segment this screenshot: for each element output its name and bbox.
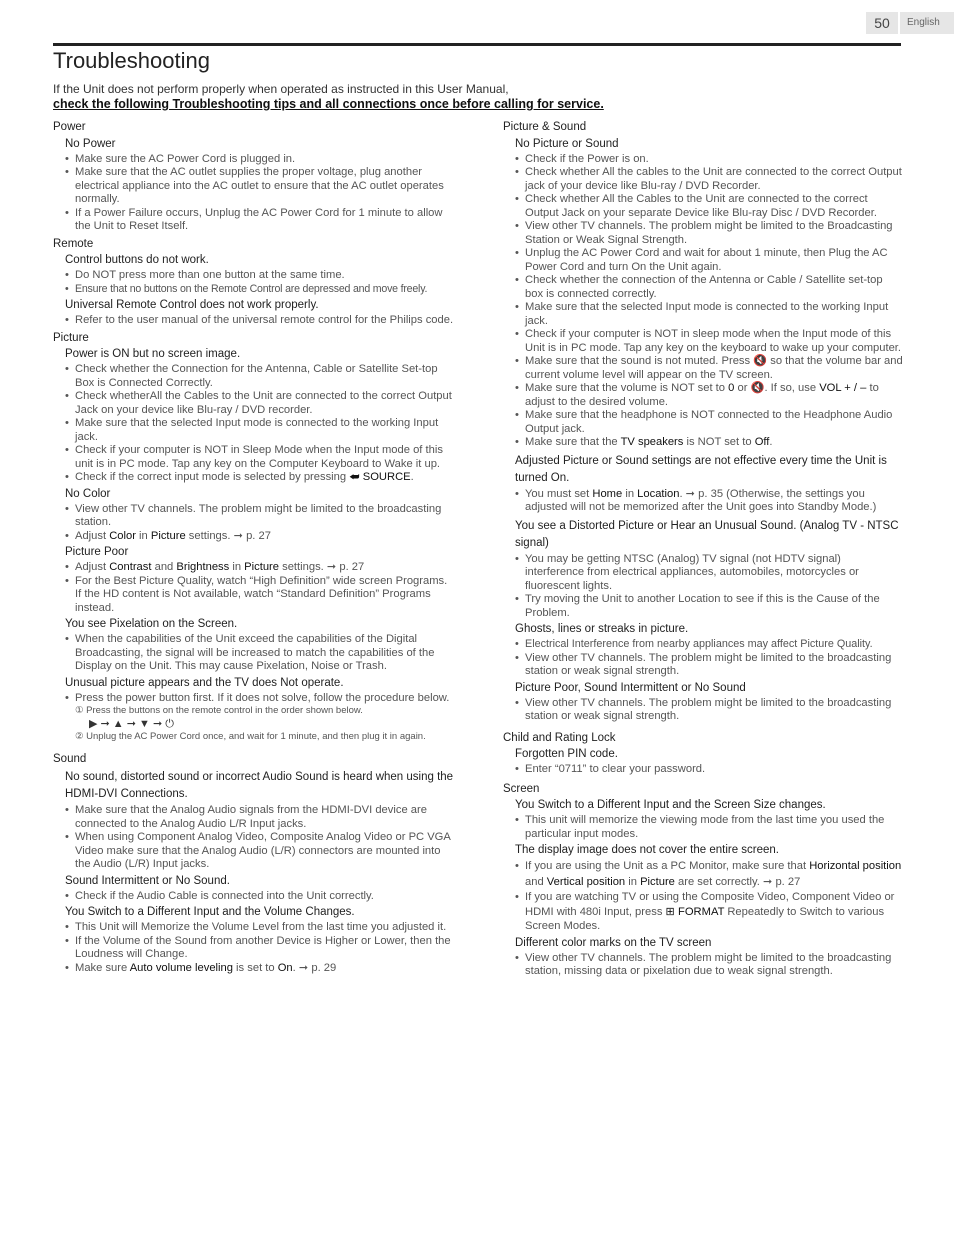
page-ref: . ➞ p. 29 [292,961,337,974]
tip: • Unplug the AC Power Cord and wait for about 1 minute, then Plug the AC Power Cord and turn On the Unit again. [525,247,903,274]
tip: • Make sure that the headphone is NOT connected to the Headphone Audio Output jack. [525,409,903,436]
tip: • View other TV channels. The problem might be limited to the Broadcasting Station or Weak Signal Strength. [525,220,903,247]
menu-term: Contrast [109,561,152,573]
tip: • This Unit will Memorize the Volume Level from the last time you adjusted it. [75,921,455,935]
volume-key: VOL + / – [819,382,867,394]
tip: • Make sure that the AC outlet supplies the proper voltage, plug another electrical appliance into the AC outlet to ensure that the AC outlet operates normally. [75,166,455,207]
problem-heading: Sound Intermittent or No Sound. [65,874,230,887]
tip-text: Make sure that the [525,436,621,448]
menu-term: Brightness [176,561,230,573]
menu-term: 0 [728,382,735,394]
tip-list [503,814,903,841]
left-column [53,121,455,975]
tip-list [503,488,903,515]
problem-heading: No sound, distorted sound or incorrect Audio Sound is heard when using the HDMI-DVI Connections. [65,771,454,800]
tip: • View other TV channels. The problem might be limited to the broadcasting station. [75,503,455,530]
problem-heading: Adjusted Picture or Sound settings are not effective every time the Unit is turned On. [515,454,887,484]
page-number: 50 [866,12,898,34]
tip: • Do NOT press more than one button at the same time. [75,269,455,283]
tip: • Check whether the connection of the Antenna or Cable / Satellite set-top box is connected correctly. [525,274,903,301]
tip-list [503,553,903,621]
menu-term: Home [592,487,623,500]
tip-text: in [229,561,245,573]
tip-list [503,763,903,777]
tip-list [503,697,903,724]
tip: • For the Best Picture Quality, watch “High Definition” wide screen Programs. If the HD content is Not available, watch “Standard Definition” Programs instead. [75,575,455,616]
tip: • Make sure the AC Power Cord is plugged in. [75,153,455,167]
page-ref: are set correctly. ➞ p. 27 [674,875,801,888]
tip-text: . [769,436,773,448]
tip-text: . [410,471,414,483]
tip-list [53,314,455,328]
tip [525,890,903,934]
menu-term: Color [109,529,136,542]
menu-term: On [277,961,293,974]
tip: • Check whether All the cables to the Unit are connected to the correct Output jack of your device like Blu-ray / DVD Recorder. [525,166,903,193]
language-label: English [900,12,954,34]
menu-term: Off [754,436,770,448]
problem-heading: No Picture or Sound [515,137,619,150]
page-ref: settings. ➞ p. 27 [185,529,271,542]
tip-text: and [151,561,177,573]
page-ref: . ➞ p. 35 (Otherwise, the settings you adjusted will not be memorized after the Unit goes into Standby Mode.) [525,487,877,513]
source-key: ⮨ SOURCE [349,471,411,483]
tip-list [503,638,903,679]
problem-heading: Picture Poor [65,546,129,558]
page-ref: settings. ➞ p. 27 [279,561,365,573]
tip-text: in [622,487,638,500]
tip-text: in [135,529,151,542]
tip-list [503,859,903,934]
button-sequence: ▶ ➞ ▲ ➞ ▼ ➞ ⏻ [89,717,174,730]
problem-heading: Picture Poor, Sound Intermittent or No Sound [515,681,746,694]
problem-heading: Unusual picture appears and the TV does Not operate. [65,676,344,689]
menu-term: Horizontal position [809,860,902,872]
tip-text: Make sure [75,961,130,974]
tip-text: You must set [525,487,593,500]
menu-term: Vertical position [546,875,626,888]
tip [75,471,455,485]
page-title: Troubleshooting [53,48,210,73]
section-heading: Child and Rating Lock [503,731,616,744]
tip: • Try moving the Unit to another Location to see if this is the Cause of the Problem. [525,593,903,620]
problem-heading: You Switch to a Different Input and the Screen Size changes. [515,799,826,811]
tip-text: If you are watching TV or using the Composite Video, Component Video or HDMI with 480i Input, press [525,891,895,918]
tip: • Make sure that the Analog Audio signals from the HDMI-DVI device are connected to the Analog Audio L/R Input jacks. [75,804,455,831]
tip-text: Repeatedly to Switch to various Screen Modes. [525,905,885,932]
procedure-step: ② Unplug the AC Power Cord once, and wait for 1 minute, and then plug it in again. [75,731,426,742]
tip-text: is NOT set to [683,436,755,448]
tip: • This unit will memorize the viewing mode from the last time you used the particular input modes. [525,814,903,841]
section-heading: Picture [53,331,89,344]
tip-text: Adjust [75,561,110,573]
menu-term: Picture [244,561,279,573]
tip: • View other TV channels. The problem might be limited to the broadcasting station or weak signal strength. [525,697,903,724]
header-rule [53,43,901,46]
tip-text: Check if the correct input mode is selected by pressing [75,471,350,483]
problem-heading: Power is ON but no screen image. [65,348,241,360]
tip: • Check if the Audio Cable is connected into the Unit correctly. [75,890,455,904]
tip-text: or 🔇. If so, use [734,382,820,394]
tip-list [53,503,455,544]
tip-list [53,561,455,615]
problem-heading: No Power [65,137,116,150]
section-heading: Screen [503,782,540,795]
tip [525,382,903,409]
tip: • Make sure that the selected Input mode is connected to the working Input jack. [525,301,903,328]
menu-term: Picture [150,529,186,542]
tip: • Check whetherAll the Cables to the Unit are connected to the correct Output Jack on your device like Blu-ray / DVD recorder. [75,390,455,417]
menu-term: TV speakers [620,436,684,448]
tip-text: is set to [232,961,278,974]
procedure-step: ① Press the buttons on the remote control in the order shown below. [75,705,363,716]
tip-text: to adjust to the desired volume. [525,382,879,408]
tip [75,561,455,575]
tip: • Electrical Interference from nearby appliances may affect Picture Quality. [525,638,903,652]
tip-list [53,921,455,975]
tip: • Refer to the user manual of the universal remote control for the Philips code. [75,314,455,328]
problem-heading: The display image does not cover the entire screen. [515,844,780,856]
tip [75,530,455,544]
tip: • Check if the Power is on. [525,153,903,167]
tip: • Enter “0711” to clear your password. [525,763,903,777]
tip: • Press the power button first. If it does not solve, follow the procedure below. [75,692,455,706]
tip-text: If you are using the Unit as a PC Monitor, make sure that [525,860,810,872]
tip-text: Adjust [75,529,110,542]
tip-text: and [525,875,547,888]
problem-heading: You see a Distorted Picture or Hear an Unusual Sound. (Analog TV - NTSC signal) [515,519,899,549]
tip: • Check whether All the Cables to the Unit are connected to the correct Output Jack on your separate Device like Blu-ray Disc / DVD Recorder. [525,193,903,220]
tip [525,488,903,515]
tip-list [53,153,455,234]
tip: • Make sure that the sound is not muted. Press 🔇 so that the volume bar and current volume level will appear on the TV screen. [525,355,903,382]
menu-term: Auto volume leveling [129,961,233,974]
section-heading: Sound [53,752,87,765]
tip-list [53,363,455,485]
tip: • Check whether the Connection for the Antenna, Cable or Satellite Set-top Box is Connected Correctly. [75,363,455,390]
tip-list [503,952,903,979]
problem-heading: You Switch to a Different Input and the Volume Changes. [65,906,355,918]
menu-term: Picture [640,875,675,888]
right-column [503,121,903,979]
tip: • Make sure that the selected Input mode is connected to the working Input jack. [75,417,455,444]
tip: • View other TV channels. The problem might be limited to the broadcasting station, missing data or pixelation due to weak signal strength. [525,952,903,979]
tip-list [53,692,455,706]
intro [53,82,901,112]
tip: • View other TV channels. The problem might be limited to the broadcasting station or weak signal strength. [525,652,903,679]
tip: • If the Volume of the Sound from another Device is Higher or Lower, then the Loudness will Change. [75,935,455,962]
menu-term: Location [637,487,680,500]
section-heading: Picture & Sound [503,121,587,133]
problem-heading: You see Pixelation on the Screen. [65,618,238,630]
section-heading: Power [53,121,86,133]
tip-list [503,153,903,450]
section-heading: Remote [53,237,94,250]
problem-heading: No Color [65,487,111,500]
tip: • When the capabilities of the Unit exceed the capabilities of the Digital Broadcasting, the signal will be increased to match the capabilities of the Display on the Unit. This may cause Pixelation, Noise or Trash. [75,633,455,674]
tip-text: Make sure that the volume is NOT set to [525,382,729,394]
tip: • You may be getting NTSC (Analog) TV signal (not HDTV signal) interference from electrical appliances, automobiles, motorcycles or fluorescent lights. [525,553,903,594]
tip-list [53,269,455,296]
tip [75,962,455,976]
tip [525,436,903,450]
tip: • Check if your computer is NOT in sleep mode when the Input mode of this Unit is in PC mode. Tap any key on the keyboard to wake up your computer. [525,328,903,355]
tip-list [53,804,455,872]
tip-list [53,633,455,674]
tip [525,859,903,890]
problem-heading: Different color marks on the TV screen [515,936,712,949]
tip: • When using Component Analog Video, Composite Analog Video or PC VGA Video make sure that the Analog Audio (L/R) connectors are mounted into the Audio (L/R) Input jacks. [75,831,455,872]
problem-heading: Forgotten PIN code. [515,748,618,760]
tip-text: in [625,875,641,888]
tip: • Check if your computer is NOT in Sleep Mode when the Input mode of this unit is in PC mode. Tap any key on the Computer Keyboard to Wake it up. [75,444,455,471]
tip: • If a Power Failure occurs, Unplug the AC Power Cord for 1 minute to allow the Unit to Reset Itself. [75,207,455,234]
tip-list [53,890,455,904]
intro-line: If the Unit does not perform properly when operated as instructed in this User Manual, [53,82,509,96]
tip: • Ensure that no buttons on the Remote Control are depressed and move freely. [75,283,455,297]
intro-warning: check the following Troubleshooting tips and all connections once before calling for service. [53,97,604,111]
format-key: ⊞ FORMAT [665,905,725,918]
problem-heading: Control buttons do not work. [65,254,209,266]
problem-heading: Ghosts, lines or streaks in picture. [515,623,689,635]
problem-heading: Universal Remote Control does not work properly. [65,299,319,311]
